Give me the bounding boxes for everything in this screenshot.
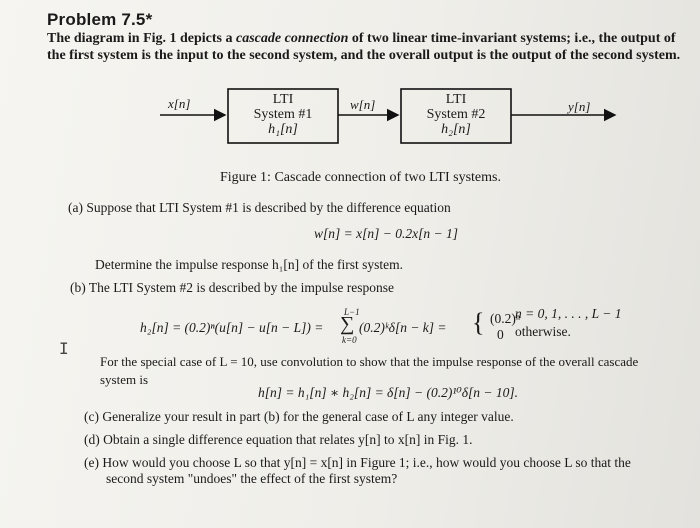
part-a-determine: Determine the impulse response h₁[n] of the first system. (95, 257, 404, 272)
part-b-special-equation: h[n] = h₁[n] ∗ h₂[n] = δ[n] − (0.2)¹⁰δ[n − 10]. (258, 385, 519, 400)
part-b-special-line2: system is (100, 372, 149, 387)
system2-line3: h₂[n] (441, 122, 471, 137)
system1-line1: LTI (272, 92, 294, 107)
summation-symbol: ∑ (340, 313, 355, 335)
part-c-text: (c) Generalize your result in part (b) for the general case of L any integer value. (84, 409, 514, 424)
sum-lower-limit: k=0 (342, 335, 357, 345)
middle-label: w[n] (350, 97, 376, 112)
diagram-lines (0, 85, 700, 155)
intro-part1: The diagram in Fig. 1 depicts a (47, 31, 237, 46)
system1-text (228, 92, 338, 137)
part-d-text: (d) Obtain a single difference equation that relates y[n] to x[n] in Fig. 1. (84, 432, 473, 447)
part-b-special-line1: For the special case of L = 10, use convolution to show that the impulse response of the overall cascade (100, 354, 639, 369)
case2-value: 0 (497, 327, 504, 342)
problem-title: Problem 7.5* (47, 10, 153, 29)
output-label: y[n] (568, 99, 591, 114)
part-a-equation: w[n] = x[n] − 0.2x[n − 1] (314, 226, 458, 241)
part-e-line2: second system "undoes" the effect of the first system? (106, 471, 398, 486)
intro-part2: of two linear time-invariant systems; i.e., the output of the first system is the input to the second system, and the overall output is the output of the second system. (47, 31, 681, 63)
system1-line2: System #1 (253, 107, 313, 122)
text-cursor-icon: I (59, 339, 69, 358)
part-b-eq-left: h₂[n] = (0.2)ⁿ(u[n] − u[n − L]) = (140, 320, 324, 335)
part-b-text: (b) The LTI System #2 is described by the impulse response (70, 280, 394, 295)
sum-upper-limit: L−1 (344, 307, 360, 317)
intro-emphasis: cascade connection (236, 31, 349, 46)
cases-brace: { (472, 308, 485, 337)
part-a-text: (a) Suppose that LTI System #1 is described by the difference equation (68, 200, 451, 215)
system2-text (401, 92, 511, 137)
part-e-line1: (e) How would you choose L so that y[n] = x[n] in Figure 1; i.e., how would you choose L so that the (84, 455, 631, 470)
system2-line2: System #2 (426, 107, 486, 122)
figure-caption: Figure 1: Cascade connection of two LTI systems. (220, 170, 501, 185)
cascade-diagram (0, 85, 700, 155)
system2-line1: LTI (445, 92, 467, 107)
problem-intro (47, 31, 687, 64)
input-label: x[n] (168, 96, 191, 111)
system1-line3: h₁[n] (268, 122, 298, 137)
case2-condition: otherwise. (515, 324, 571, 339)
case1-value: (0.2)ⁿ (490, 311, 521, 326)
case1-condition: n = 0, 1, . . . , L − 1 (515, 306, 622, 321)
part-b-sum-body: (0.2)ᵏδ[n − k] = (359, 320, 447, 335)
